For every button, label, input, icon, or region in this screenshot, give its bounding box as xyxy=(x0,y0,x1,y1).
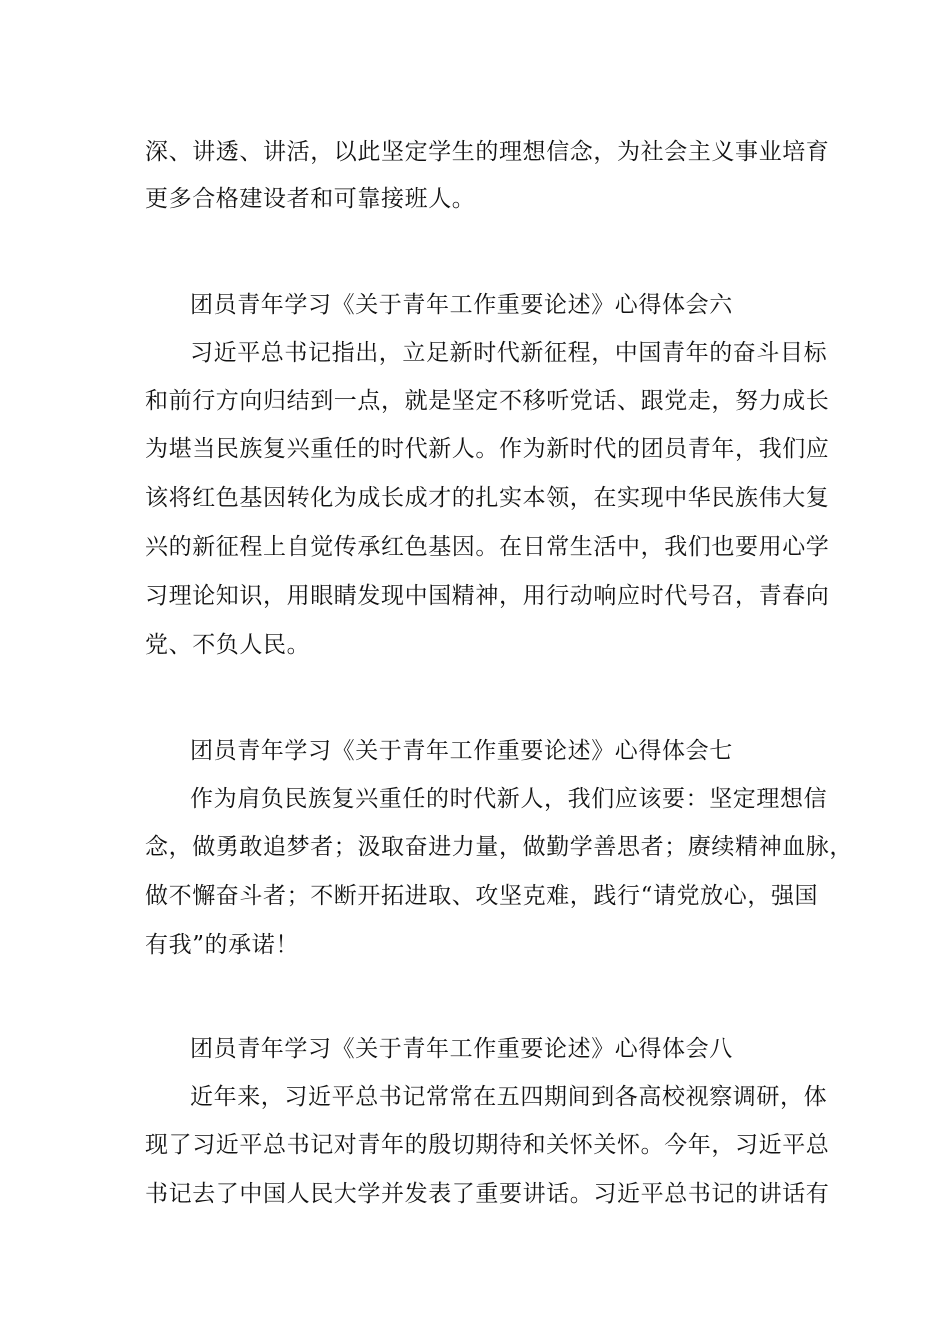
section-7-line-4: 有我”的承诺！ xyxy=(145,932,299,958)
section-7-line-3: 做不懈奋斗者；不断开拓进取、攻坚克难，践行“请党放心，强国 xyxy=(145,883,819,909)
section-6-line-1: 习近平总书记指出，立足新时代新征程，中国青年的奋斗目标 xyxy=(190,340,828,366)
section-6-line-4: 该将红色基因转化为成长成才的扎实本领，在实现中华民族伟大复 xyxy=(145,485,830,511)
section-7-heading: 团员青年学习《关于青年工作重要论述》心得体会七 xyxy=(190,738,733,764)
section-8-heading: 团员青年学习《关于青年工作重要论述》心得体会八 xyxy=(190,1036,733,1062)
section-8-line-3: 书记去了中国人民大学并发表了重要讲话。习近平总书记的讲话有 xyxy=(145,1181,830,1207)
section-6-heading: 团员青年学习《关于青年工作重要论述》心得体会六 xyxy=(190,292,733,318)
section-6-line-6: 习理论知识，用眼睛发现中国精神，用行动响应时代号召，青春向 xyxy=(145,583,830,609)
section-6-line-3: 为堪当民族复兴重任的时代新人。作为新时代的团员青年，我们应 xyxy=(145,436,830,462)
section-8-line-2: 现了习近平总书记对青年的殷切期待和关怀关怀。今年，习近平总 xyxy=(145,1132,830,1158)
section-6-line-7: 党、不负人民。 xyxy=(145,632,311,658)
section-6-line-2: 和前行方向归结到一点，就是坚定不移听党话、跟党走，努力成长 xyxy=(145,388,830,414)
intro-line-1: 深、讲透、讲活，以此坚定学生的理想信念，为社会主义事业培育 xyxy=(145,139,830,165)
section-7-line-1: 作为肩负民族复兴重任的时代新人，我们应该要：坚定理想信 xyxy=(190,786,828,812)
intro-line-2: 更多合格建设者和可靠接班人。 xyxy=(145,186,476,212)
section-7-line-2: 念，做勇敢追梦者；汲取奋进力量，做勤学善思者；赓续精神血脉， xyxy=(145,834,853,860)
section-8-line-1: 近年来，习近平总书记常常在五四期间到各高校视察调研，体 xyxy=(190,1084,828,1110)
section-6-line-5: 兴的新征程上自觉传承红色基因。在日常生活中，我们也要用心学 xyxy=(145,534,830,560)
